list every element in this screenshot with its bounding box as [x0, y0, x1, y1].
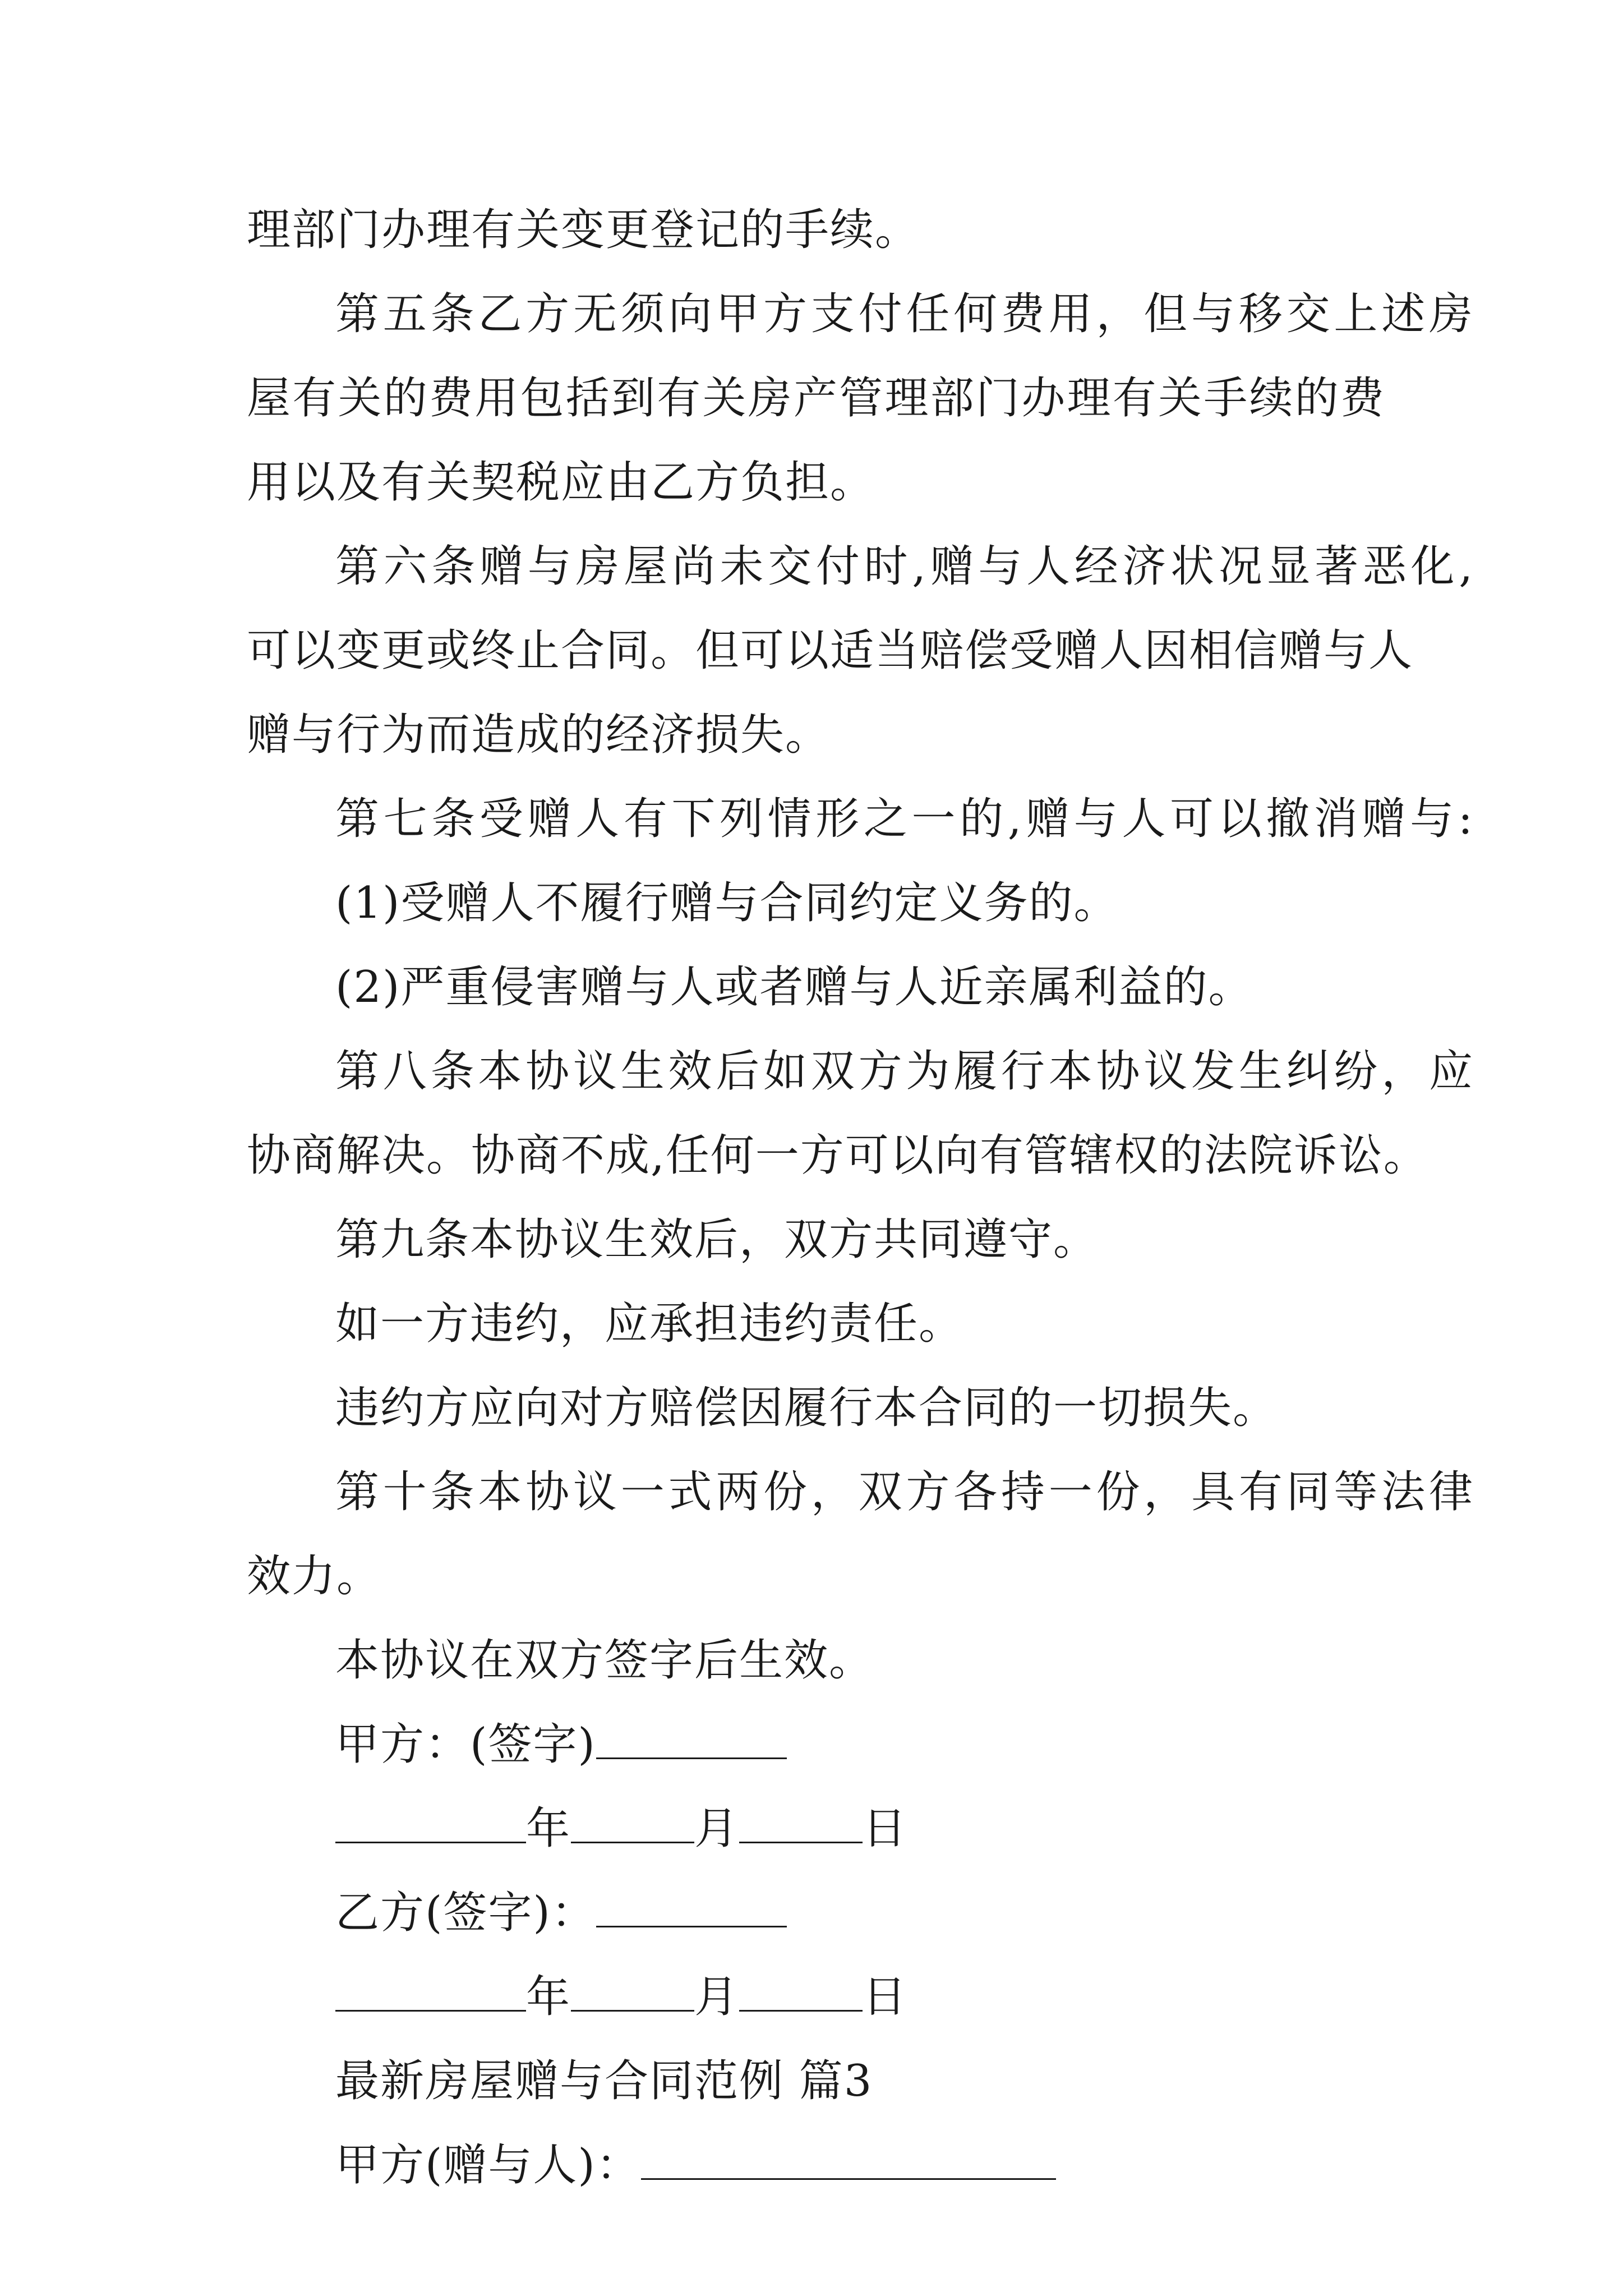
month-label: 月 — [694, 1972, 740, 2022]
day-blank[interactable] — [739, 1970, 863, 2012]
month-label: 月 — [694, 1803, 740, 1854]
clause-7-item-1: (1)受赠人不履行赠与合同约定义务的。 — [335, 878, 1119, 928]
party-a-signature-blank[interactable] — [596, 1717, 787, 1759]
party-a-date-line — [335, 1801, 1474, 1857]
clause-10-line-2: 效力。 — [247, 1551, 382, 1602]
clause-7-item-2: (2)严重侵害赠与人或者赠与人近亲属利益的。 — [335, 962, 1253, 1013]
clause-7-line-1: 第七条受赠人有下列情形之一的,赠与人可以撤消赠与: — [335, 794, 1474, 844]
clause-6-line-2: 可以变更或终止合同。但可以适当赔偿受赠人因相信赠与人 — [247, 625, 1414, 676]
day-label: 日 — [863, 1972, 908, 2022]
clause-5-line-1: 第五条乙方无须向甲方支付任何费用，但与移交上述房 — [335, 289, 1474, 339]
clause-8-line-2: 协商解决。协商不成,任何一方可以向有管辖权的法院诉讼。 — [247, 1130, 1428, 1181]
clause-9-line: 第九条本协议生效后，双方共同遵守。 — [335, 1214, 1099, 1265]
year-label: 年 — [526, 1972, 571, 2022]
compensation-line: 违约方应向对方赔偿因履行本合同的一切损失。 — [335, 1383, 1278, 1433]
clause-10-line-1: 第十条本协议一式两份，双方各持一份，具有同等法律 — [335, 1467, 1474, 1517]
year-blank[interactable] — [335, 1801, 526, 1843]
day-blank[interactable] — [739, 1801, 863, 1843]
party-b-signature-blank[interactable] — [596, 1885, 787, 1927]
clause-5-line-3: 用以及有关契税应由乙方负担。 — [247, 457, 875, 508]
section-title: 最新房屋赠与合同范例 篇3 — [335, 2056, 873, 2106]
clause-5-line-2: 屋有关的费用包括到有关房产管理部门办理有关手续的费 — [247, 373, 1385, 424]
clause-8-line-1: 第八条本协议生效后如双方为履行本协议发生纠纷，应 — [335, 1046, 1474, 1097]
day-label: 日 — [863, 1803, 908, 1854]
party-a-label: 甲方：(签字) — [335, 1719, 596, 1770]
party-b-date-line — [335, 1969, 1474, 2025]
month-blank[interactable] — [571, 1801, 694, 1843]
clause-6-line-1: 第六条赠与房屋尚未交付时,赠与人经济状况显著恶化, — [335, 541, 1474, 592]
clause-6-line-3: 赠与行为而造成的经济损失。 — [247, 710, 831, 760]
year-label: 年 — [526, 1803, 571, 1854]
party-b-label: 乙方(签字)： — [335, 1888, 596, 1938]
breach-line: 如一方违约，应承担违约责任。 — [335, 1299, 964, 1349]
donor-name-blank[interactable] — [641, 2138, 1056, 2180]
month-blank[interactable] — [571, 1970, 694, 2012]
donor-label: 甲方(赠与人)： — [335, 2140, 641, 2191]
effective-line: 本协议在双方签字后生效。 — [335, 1635, 874, 1686]
year-blank[interactable] — [335, 1970, 526, 2012]
party-b-signature-line — [335, 1885, 1474, 1941]
party-a-signature-line — [335, 1717, 1474, 1773]
paragraph-line: 理部门办理有关变更登记的手续。 — [247, 205, 920, 255]
donor-line — [335, 2137, 1474, 2193]
